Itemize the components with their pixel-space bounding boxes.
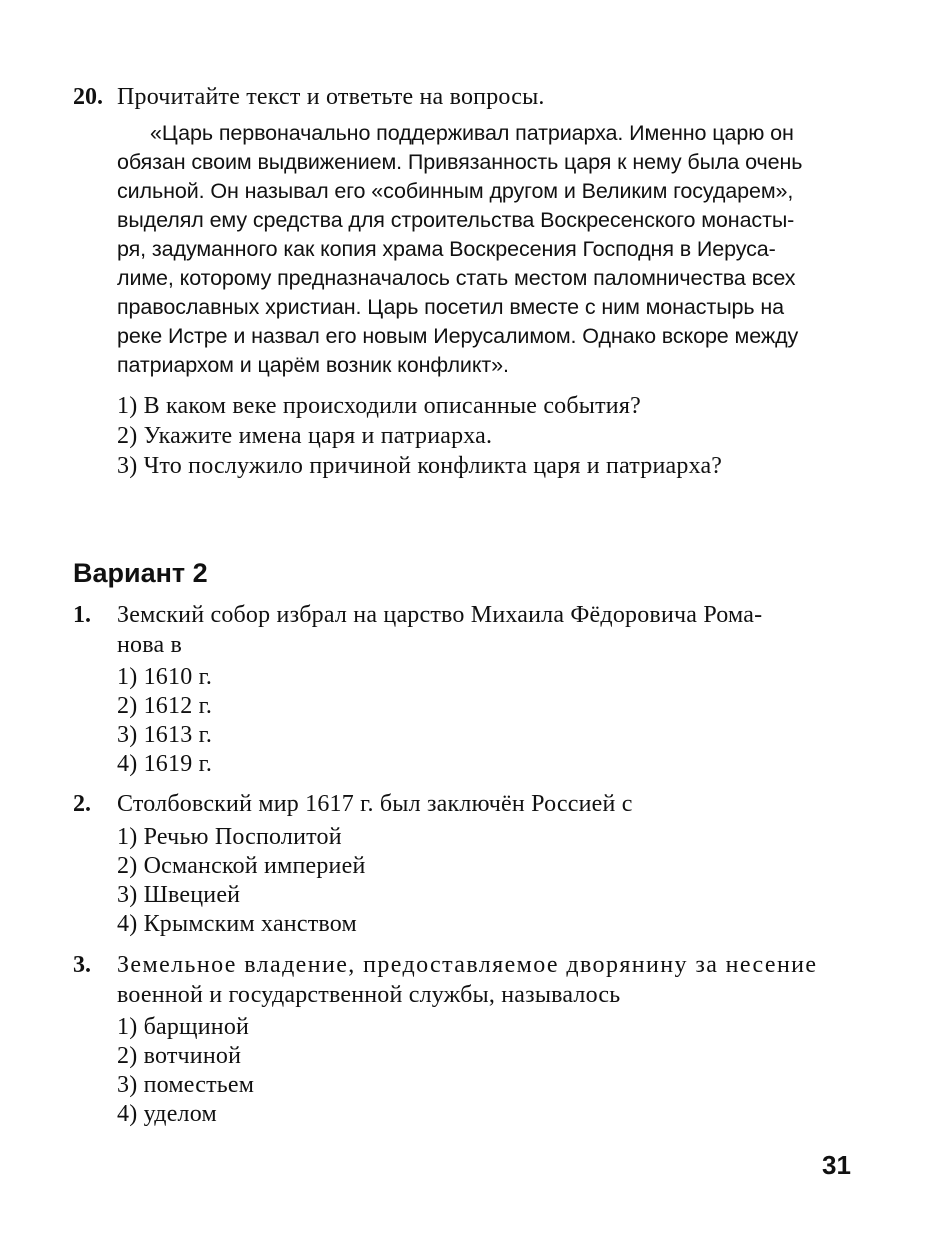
passage-line: сильной. Он называл его «собинным другом и Великим государем», (117, 179, 794, 203)
answer-option: 4) 1619 г. (117, 751, 213, 777)
passage-line: ря, задуманного как копия храма Воскресения Господня в Иеруса- (117, 237, 776, 261)
answer-option: 1) Речью Посполитой (117, 824, 342, 850)
task-number: 20. (73, 84, 103, 110)
question-text: Земельное владение, предоставляемое дворянину за несение (117, 952, 818, 978)
passage-line: обязан своим выдвижением. Привязанность царя к нему была очень (117, 150, 803, 174)
passage-line: выделял ему средства для строительства Воскресенского монасты- (117, 208, 795, 232)
answer-option: 2) Османской империей (117, 853, 366, 879)
passage-line: «Царь первоначально поддерживал патриарха. Именно царю он (150, 121, 794, 145)
question-number: 2. (73, 791, 91, 817)
question-text: Земский собор избрал на царство Михаила Фёдоровича Рома- (117, 602, 763, 628)
question-item: 2) Укажите имена царя и патриарха. (117, 423, 493, 449)
answer-option: 1) 1610 г. (117, 664, 213, 690)
question-item: 3) Что послужило причиной конфликта царя и патриарха? (117, 453, 723, 479)
passage-line: реке Истре и назвал его новым Иерусалимом. Однако вскоре между (117, 324, 799, 348)
answer-option: 2) 1612 г. (117, 693, 213, 719)
question-text: Столбовский мир 1617 г. был заключён Россией с (117, 791, 633, 817)
variant-heading: Вариант 2 (73, 558, 208, 588)
question-text: нова в (117, 632, 183, 658)
answer-option: 3) 1613 г. (117, 722, 213, 748)
passage-line: патриархом и царём возник конфликт». (117, 353, 509, 377)
passage-line: лиме, которому предназначалось стать местом паломничества всех (117, 266, 796, 290)
page-number: 31 (822, 1150, 851, 1180)
question-number: 3. (73, 952, 91, 978)
question-text: военной и государственной службы, называлось (117, 982, 621, 1008)
answer-option: 1) барщиной (117, 1014, 250, 1040)
answer-option: 4) уделом (117, 1101, 217, 1127)
answer-option: 3) Швецией (117, 882, 241, 908)
question-number: 1. (73, 602, 91, 628)
passage-line: православных христиан. Царь посетил вместе с ним монастырь на (117, 295, 785, 319)
answer-option: 3) поместьем (117, 1072, 255, 1098)
task-instruction: Прочитайте текст и ответьте на вопросы. (117, 84, 545, 110)
answer-option: 2) вотчиной (117, 1043, 242, 1069)
answer-option: 4) Крымским ханством (117, 911, 357, 937)
question-item: 1) В каком веке происходили описанные события? (117, 393, 641, 419)
